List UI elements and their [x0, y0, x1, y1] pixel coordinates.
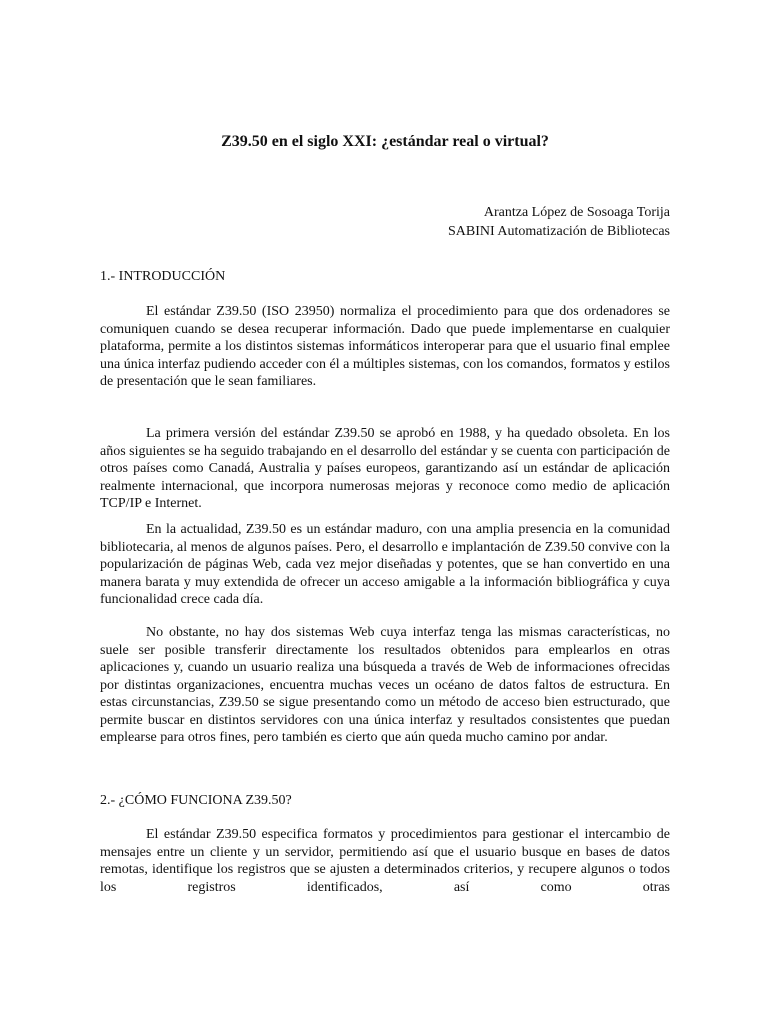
paragraph: El estándar Z39.50 especifica formatos y procedimientos para gestionar el intercambio de mensajes entre un cliente y un servidor, permitiendo así que el usuario busque en bases de datos remotas, identifique los registros que se ajusten a determinados criterios, y recupere algunos o todos los registros identificados, así como otras [100, 827, 670, 895]
author-block [300, 203, 670, 241]
section-heading-como-funciona: 2.- ¿CÓMO FUNCIONA Z39.50? [100, 793, 292, 808]
document-title: Z39.50 en el siglo XXI: ¿estándar real o virtual? [221, 133, 549, 150]
paragraph: No obstante, no hay dos sistemas Web cuya interfaz tenga las mismas características, no suele ser posible transferir directamente los resultados obtenidos para emplearlos en otras aplicaciones y, cuando un usuario realiza una búsqueda a través de Web de informaciones ofrecidas por distintas organizaciones, encuentra muchas veces un océano de datos faltos de estructura. En estas circunstancias, Z39.50 se sigue presentando como un método de acceso bien estructurado, que permite buscar en distintos servidores con una única interfaz y resultados consistentes que puedan emplearse para otros fines, pero también es cierto que aún queda mucho camino por andar. [100, 625, 670, 745]
paragraph: El estándar Z39.50 (ISO 23950) normaliza el procedimiento para que dos ordenadores se comuniquen cuando se desea recuperar información. Dado que puede implementarse en cualquier plataforma, permite a los distintos sistemas informáticos interoperar para que el usuario final emplee una única interfaz pudiendo acceder con él a múltiples sistemas, con los comandos, formatos y estilos de presentación que le sean familiares. [100, 304, 670, 389]
paragraph: En la actualidad, Z39.50 es un estándar maduro, con una amplia presencia en la comunidad bibliotecaria, al menos de algunos países. Pero, el desarrollo e implantación de Z39.50 convive con la popularización de páginas Web, cada vez mejor diseñadas y potentes, que se han convertido en una manera barata y muy extendida de ofrecer un acceso amigable a la información bibliográfica y cuya funcionalidad crece cada día. [100, 522, 670, 607]
author-name: Arantza López de Sosoaga Torija [483, 205, 670, 220]
paragraph: La primera versión del estándar Z39.50 se aprobó en 1988, y ha quedado obsoleta. En los años siguientes se ha seguido trabajando en el desarrollo del estándar y se cuenta con participación de otros países como Canadá, Australia y países europeos, garantizando así un estándar de aplicación realmente internacional, que incorpora numerosas mejoras y reconoce como medio de aplicación TCP/IP e Internet. [100, 426, 670, 511]
section-heading-introduccion: 1.- INTRODUCCIÓN [100, 269, 226, 284]
author-affiliation: SABINI Automatización de Bibliotecas [447, 224, 670, 239]
